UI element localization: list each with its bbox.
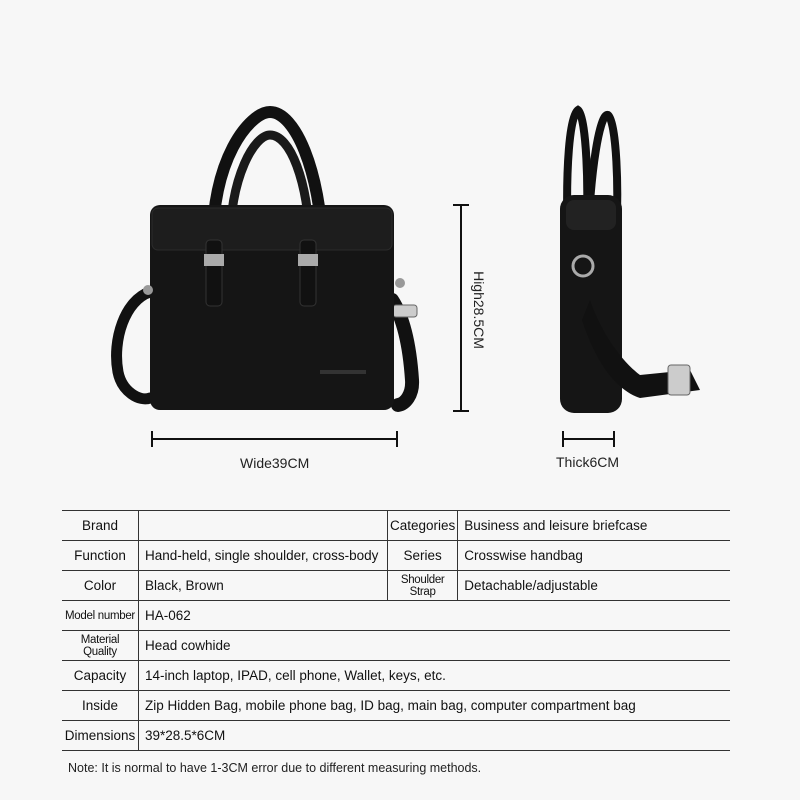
bag-front-view <box>117 112 417 410</box>
spec-key: Shoulder Strap <box>388 571 458 601</box>
spec-value: Detachable/adjustable <box>458 571 730 601</box>
height-label: High28.5CM <box>470 271 487 349</box>
spec-value: 14-inch laptop, IPAD, cell phone, Wallet, keys, etc. <box>139 661 731 691</box>
spec-key: Material Quality <box>62 631 139 661</box>
thickness-label: Thick6CM <box>556 454 620 470</box>
spec-key: Brand <box>62 511 139 541</box>
spec-key: Color <box>62 571 139 601</box>
spec-value: 39*28.5*6CM <box>139 721 731 751</box>
table-row <box>62 691 730 721</box>
bag-side-view <box>560 110 700 413</box>
spec-key: Capacity <box>62 661 139 691</box>
spec-key: Categories <box>388 511 458 541</box>
table-row <box>62 631 730 661</box>
table-row <box>62 661 730 691</box>
spec-table <box>62 510 730 751</box>
spec-value: Black, Brown <box>139 571 388 601</box>
width-label: Wide39CM <box>240 455 310 471</box>
table-row <box>62 571 730 601</box>
spec-value: Business and leisure briefcase <box>458 511 730 541</box>
spec-value: Crosswise handbag <box>458 541 730 571</box>
spec-value: HA-062 <box>139 601 731 631</box>
spec-key: Series <box>388 541 458 571</box>
spec-key: Dimensions <box>62 721 139 751</box>
spec-value <box>139 511 388 541</box>
table-row <box>62 601 730 631</box>
spec-key: Inside <box>62 691 139 721</box>
spec-value: Zip Hidden Bag, mobile phone bag, ID bag, main bag, computer compartment bag <box>139 691 731 721</box>
spec-key: Model number <box>62 601 139 631</box>
table-row <box>62 541 730 571</box>
spec-value: Hand-held, single shoulder, cross-body <box>139 541 388 571</box>
spec-value: Head cowhide <box>139 631 731 661</box>
spec-key: Function <box>62 541 139 571</box>
table-row <box>62 511 730 541</box>
measurement-note: Note: It is normal to have 1-3CM error due to different measuring methods. <box>68 761 482 775</box>
table-row <box>62 721 730 751</box>
